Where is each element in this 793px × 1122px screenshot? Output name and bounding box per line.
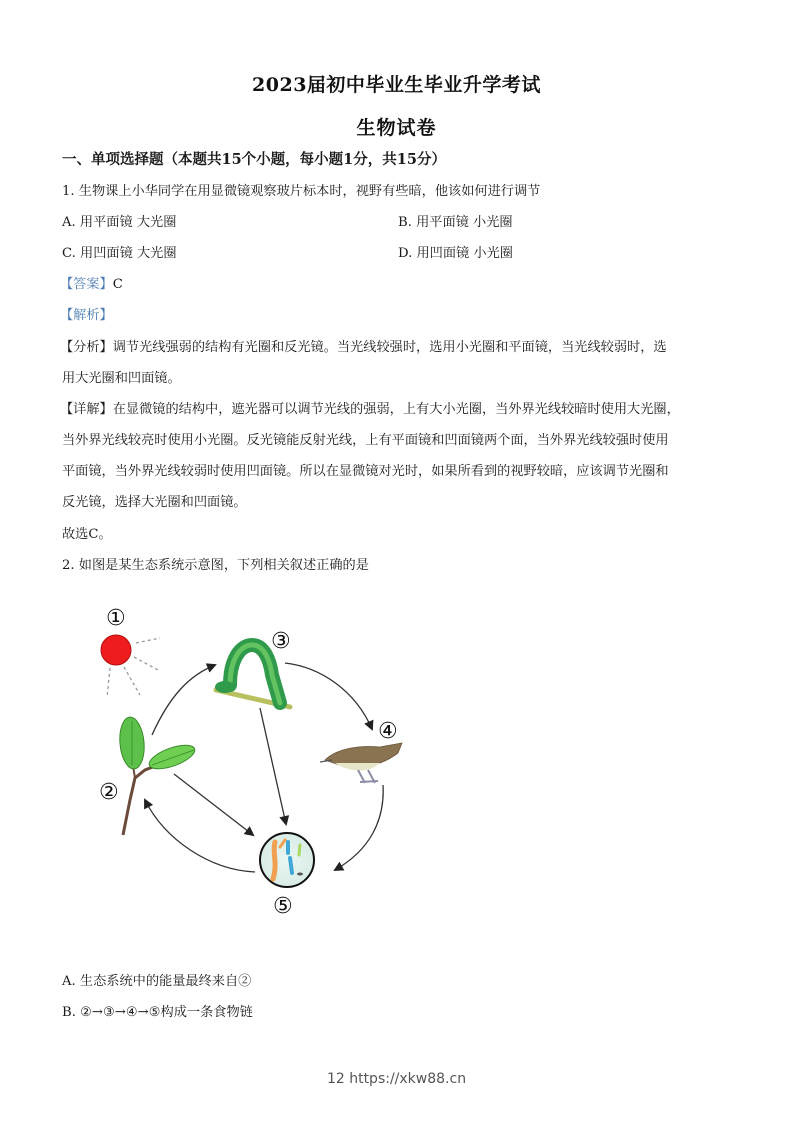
fenxi-tag: 【分析】 [60, 340, 113, 355]
decomposer-icon [260, 833, 314, 887]
question-1-option-d: D. 用凹面镜 小光圈 [398, 246, 513, 261]
question-1-option-c: C. 用凹面镜 大光圈 [62, 246, 177, 261]
answer-value: C [112, 277, 123, 292]
exam-subtitle: 生物试卷 [356, 117, 437, 139]
question-2-option-b: B. ②→③→④→⑤构成一条食物链 [62, 1005, 253, 1020]
exam-title: 2023届初中毕业生毕业升学考试 [252, 74, 541, 96]
label-1: ① [106, 606, 126, 631]
question-2-stem: 2. 如图是某生态系统示意图，下列相关叙述正确的是 [62, 558, 369, 573]
label-4: ④ [378, 719, 398, 744]
analysis-line [60, 307, 113, 325]
question-1-conclusion: 故选C。 [62, 527, 112, 542]
xiangjie-line-2: 当外界光线较亮时使用小光圈。反光镜能反射光线，上有平面镜和凹面镜两个面，当外界光线较强时使用 [62, 433, 669, 448]
xiangjie-text-1: 在显微镜的结构中，遮光器可以调节光线的强弱，上有大小光圈，当外界光线较暗时使用大光圈， [112, 402, 680, 417]
label-3: ③ [271, 629, 291, 654]
xiangjie-tag: 【详解】 [60, 402, 113, 417]
label-5: ⑤ [273, 894, 293, 919]
caterpillar-icon [215, 645, 290, 707]
question-2-option-a: A. 生态系统中的能量最终来自② [62, 974, 252, 989]
bird-icon [320, 743, 402, 783]
fenxi-line-2: 用大光圈和凹面镜。 [62, 371, 181, 386]
page-footer: 12 https://xkw88.cn [326, 1071, 467, 1087]
ecosystem-diagram [80, 595, 420, 930]
xiangjie-line-1 [60, 401, 680, 419]
question-1-option-b: B. 用平面镜 小光圈 [398, 215, 513, 230]
answer-tag: 【答案】 [60, 277, 113, 292]
question-1-stem: 1. 生物课上小华同学在用显微镜观察玻片标本时，视野有些暗，他该如何进行调节 [62, 184, 541, 199]
fenxi-text-1: 调节光线强弱的结构有光圈和反光镜。当光线较强时，选用小光圈和平面镜，当光线较弱时，选 [112, 340, 667, 355]
plant-icon [118, 716, 198, 835]
label-2: ② [99, 780, 119, 805]
sun-icon [101, 635, 160, 698]
section-heading: 一、单项选择题（本题共15个小题，每小题1分，共15分） [62, 151, 446, 168]
analysis-tag: 【解析】 [60, 308, 113, 323]
xiangjie-line-4: 反光镜，选择大光圈和凹面镜。 [62, 495, 247, 510]
question-1-option-a: A. 用平面镜 大光圈 [62, 215, 177, 230]
xiangjie-line-3: 平面镜，当外界光线较弱时使用凹面镜。所以在显微镜对光时，如果所看到的视野较暗，应该调节光圈和 [62, 464, 669, 479]
fenxi-line-1 [60, 339, 667, 357]
answer-line [60, 276, 123, 294]
